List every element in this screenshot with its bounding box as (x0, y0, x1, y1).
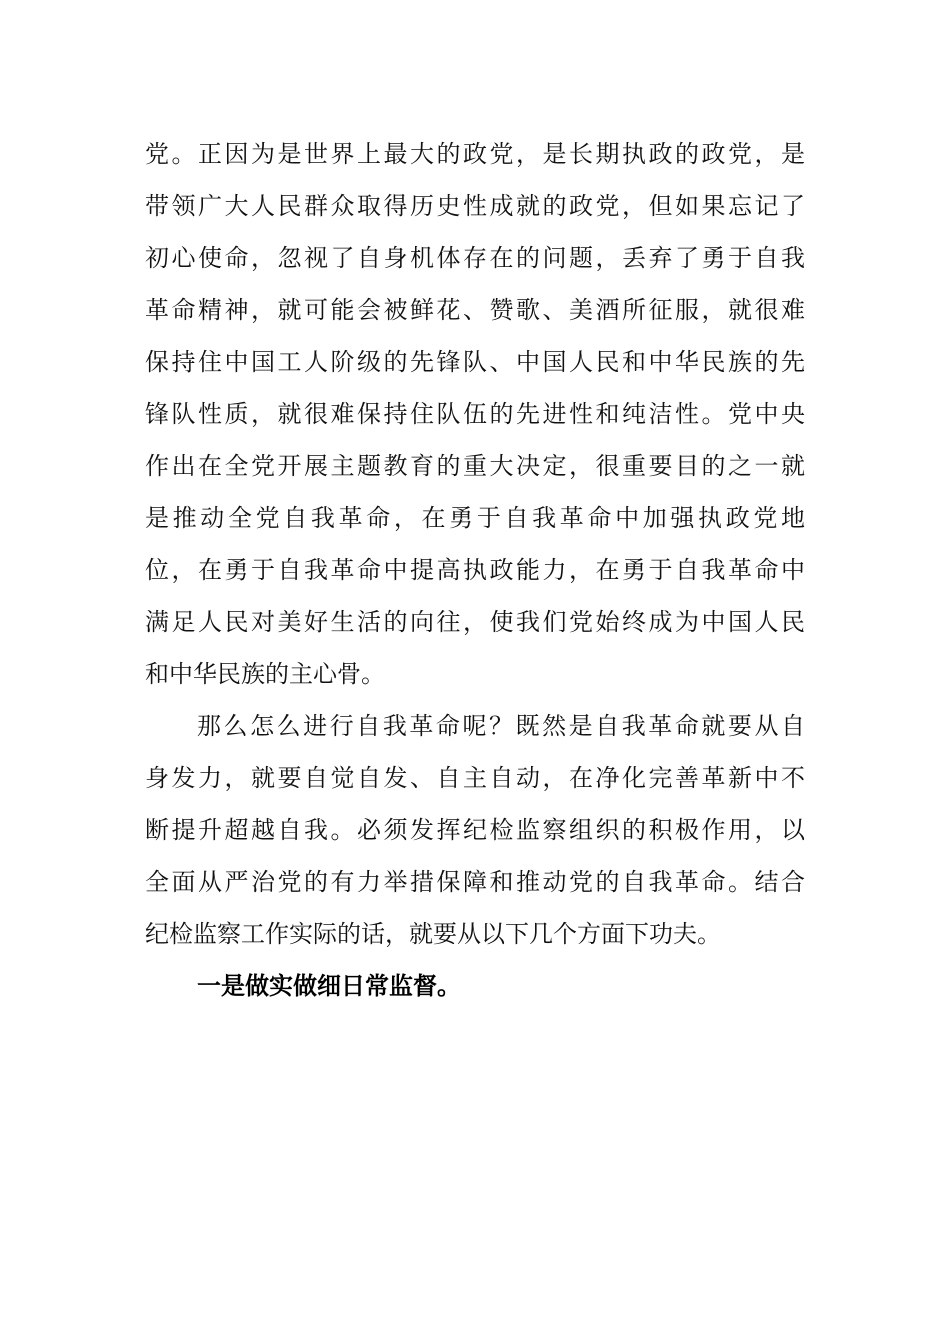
paragraph-2 (145, 700, 805, 960)
text-line: 满足人民对美好生活的向往，使我们党始终成为中国人民 (145, 608, 805, 636)
text-line: 作出在全党开展主题教育的重大决定，很重要目的之一就 (145, 452, 805, 480)
text-line: 初心使命，忽视了自身机体存在的问题，丢弃了勇于自我 (145, 244, 805, 272)
text-line: 断提升超越自我。必须发挥纪检监察组织的积极作用，以 (145, 816, 805, 844)
text-line: 党。正因为是世界上最大的政党，是长期执政的政党，是 (145, 140, 805, 168)
paragraph-1 (145, 128, 805, 700)
text-line: 是推动全党自我革命，在勇于自我革命中加强执政党地 (145, 504, 805, 532)
text-line: 身发力，就要自觉自发、自主自动，在净化完善革新中不 (145, 764, 805, 792)
text-line: 锋队性质，就很难保持住队伍的先进性和纯洁性。党中央 (145, 400, 805, 428)
text-line: 革命精神，就可能会被鲜花、赞歌、美酒所征服，就很难 (145, 296, 805, 324)
text-line: 保持住中国工人阶级的先锋队、中国人民和中华民族的先 (145, 348, 805, 376)
text-line: 带领广大人民群众取得历史性成就的政党，但如果忘记了 (145, 192, 805, 220)
text-line: 全面从严治党的有力举措保障和推动党的自我革命。结合 (145, 868, 805, 896)
text-line: 位，在勇于自我革命中提高执政能力，在勇于自我革命中 (145, 556, 805, 584)
text-line: 和中华民族的主心骨。 (145, 660, 385, 688)
document-body (145, 128, 805, 1012)
section-heading: 一是做实做细日常监督。 (197, 972, 461, 1000)
text-line: 那么怎么进行自我革命呢？既然是自我革命就要从自 (197, 712, 805, 740)
text-line: 纪检监察工作实际的话，就要从以下几个方面下功夫。 (145, 920, 721, 948)
